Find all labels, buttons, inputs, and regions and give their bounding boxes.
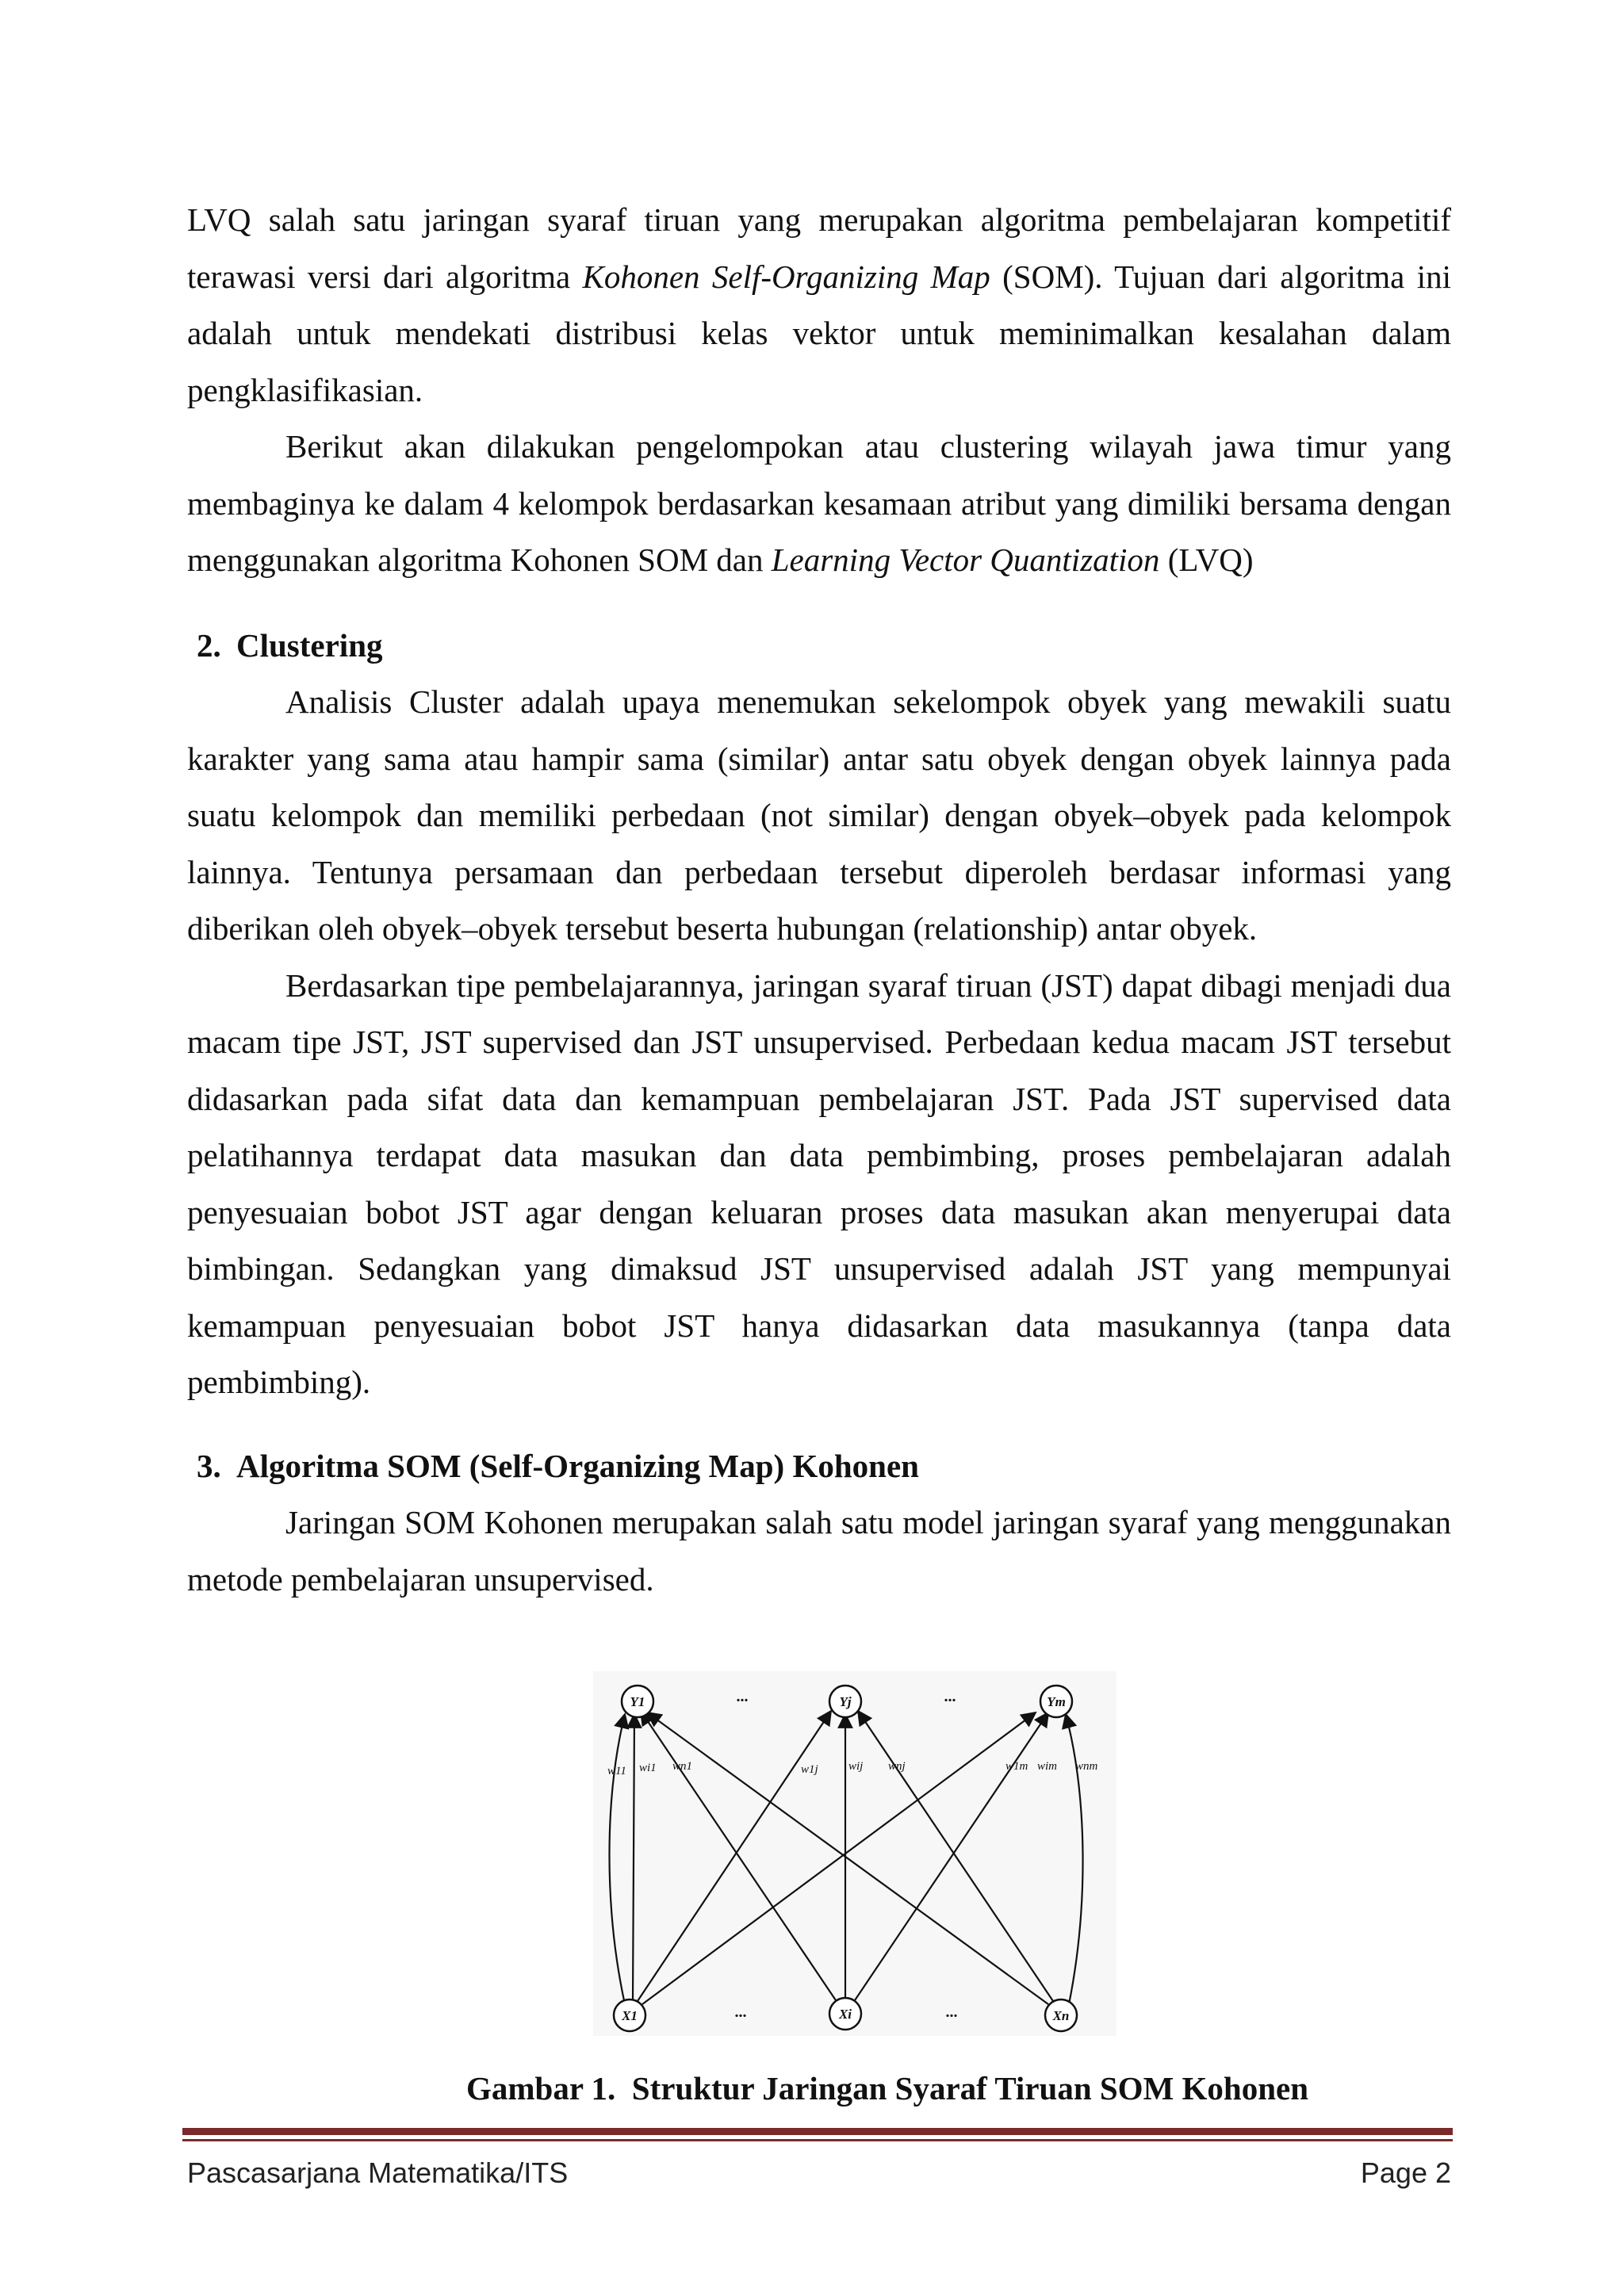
caption-separator: . (607, 2070, 632, 2107)
section-title: Clustering (236, 626, 383, 664)
paragraph-cluster-analysis: Analisis Cluster adalah upaya menemukan sekelompok obyek yang mewakili suatu karakter yang sama atau hampir sama (similar) antar satu obyek dengan obyek lainnya pada suatu kelompok dan memiliki perbedaan (not similar) dengan obyek–obyek pada kelompok lainnya. Tentunya persamaan dan perbedaan tersebut diperoleh berdasar informasi yang diberikan oleh obyek–obyek tersebut beserta hubungan (relationship) antar obyek. (187, 683, 1451, 947)
paragraph-jst-types: Berdasarkan tipe pembelajarannya, jaringan syaraf tiruan (JST) dapat dibagi menjadi dua macam tipe JST, JST supervised dan JST unsupervised. Perbedaan kedua macam JST tersebut didasarkan pada sifat data dan kemampuan pembelajaran JST. Pada JST supervised data pelatihannya terdapat data masukan dan data pembimbing, proses pembelajaran adalah penyesuaian bobot JST agar dengan keluaran proses data masukan akan menyerupai data bimbingan. Sedangkan yang dimaksud JST unsupervised adalah JST yang mempunyai kemampuan penyesuaian bobot JST hanya didasarkan data masukannya (tanpa data pembimbing). (187, 966, 1451, 1400)
node-label-xn: Xn (1052, 2008, 1070, 2023)
node-label-y1: Y1 (630, 1694, 645, 1709)
paragraph-text: LVQ salah satu jaringan syaraf tiruan yang merupakan algoritma pembelajaran kompetitif terawasi versi dari algoritma (187, 201, 1451, 295)
paragraph-clustering-plan (187, 419, 1451, 589)
footer-institution: Pascasarjana Matematika/ITS (187, 2156, 569, 2189)
weight-label: wn1 (672, 1760, 693, 1773)
paragraph-text: (SOM). Tujuan dari algoritma ini adalah untuk mendekati distribusi kelas vektor untuk meminimalkan kesalahan dalam pengklasifikasian. (187, 258, 1451, 408)
caption-text: Struktur Jaringan Syaraf Tiruan SOM Kohonen (631, 2070, 1309, 2107)
paragraph-text: Berikut akan dilakukan pengelompokan atau clustering wilayah jawa timur yang membaginya ke dalam 4 kelompok berdasarkan kesamaan atribut yang dimiliki bersama dengan menggunakan algoritma Kohonen SOM dan (187, 428, 1451, 578)
node-label-x1: X1 (622, 2008, 638, 2023)
figure-caption (0, 2069, 1624, 2107)
section-number: 3. (197, 1447, 221, 1484)
weight-label: w11 (607, 1765, 626, 1777)
ellipsis-top-left: ... (736, 1688, 749, 1705)
footer-rule-thin (182, 2139, 1453, 2141)
node-label-xi: Xi (838, 2007, 852, 2022)
node-label-ym: Ym (1047, 1694, 1066, 1709)
weight-label: wnj (888, 1760, 906, 1773)
section-title: Algoritma SOM (Self-Organizing Map) Kohonen (236, 1447, 919, 1484)
footer-page-number: Page 2 (1360, 2156, 1451, 2189)
italic-term: Learning Vector Quantization (771, 541, 1160, 578)
section-heading-clustering (187, 618, 1451, 675)
italic-term: Kohonen Self-Organizing Map (582, 258, 990, 295)
caption-label: Gambar 1 (465, 2070, 608, 2107)
ellipsis-top-right: ... (944, 1688, 956, 1705)
footer-rule-thick (182, 2128, 1453, 2135)
paragraph-lvq-intro (187, 192, 1451, 419)
figure-background (593, 1671, 1116, 2036)
weight-label: wi1 (639, 1762, 657, 1774)
node-label-yj: Yj (839, 1694, 852, 1709)
weight-label: wim (1037, 1760, 1058, 1773)
paragraph-text: (LVQ) (1159, 541, 1254, 578)
weight-label: w1j (801, 1763, 818, 1776)
weight-label: wij (848, 1760, 864, 1773)
paragraph-som-intro: Jaringan SOM Kohonen merupakan salah satu model jaringan syaraf yang menggunakan metode pembelajaran unsupervised. (187, 1504, 1451, 1598)
som-network-diagram (593, 1671, 1116, 2036)
section-heading-som (187, 1438, 1451, 1495)
som-network-figure (593, 1671, 1116, 2036)
ellipsis-bottom-right: ... (945, 2003, 958, 2021)
section-number: 2. (197, 626, 221, 664)
page-body (187, 192, 1451, 1608)
weight-label: w1m (1005, 1760, 1028, 1773)
weight-label: wnm (1075, 1760, 1098, 1773)
ellipsis-bottom-left: ... (734, 2003, 747, 2021)
